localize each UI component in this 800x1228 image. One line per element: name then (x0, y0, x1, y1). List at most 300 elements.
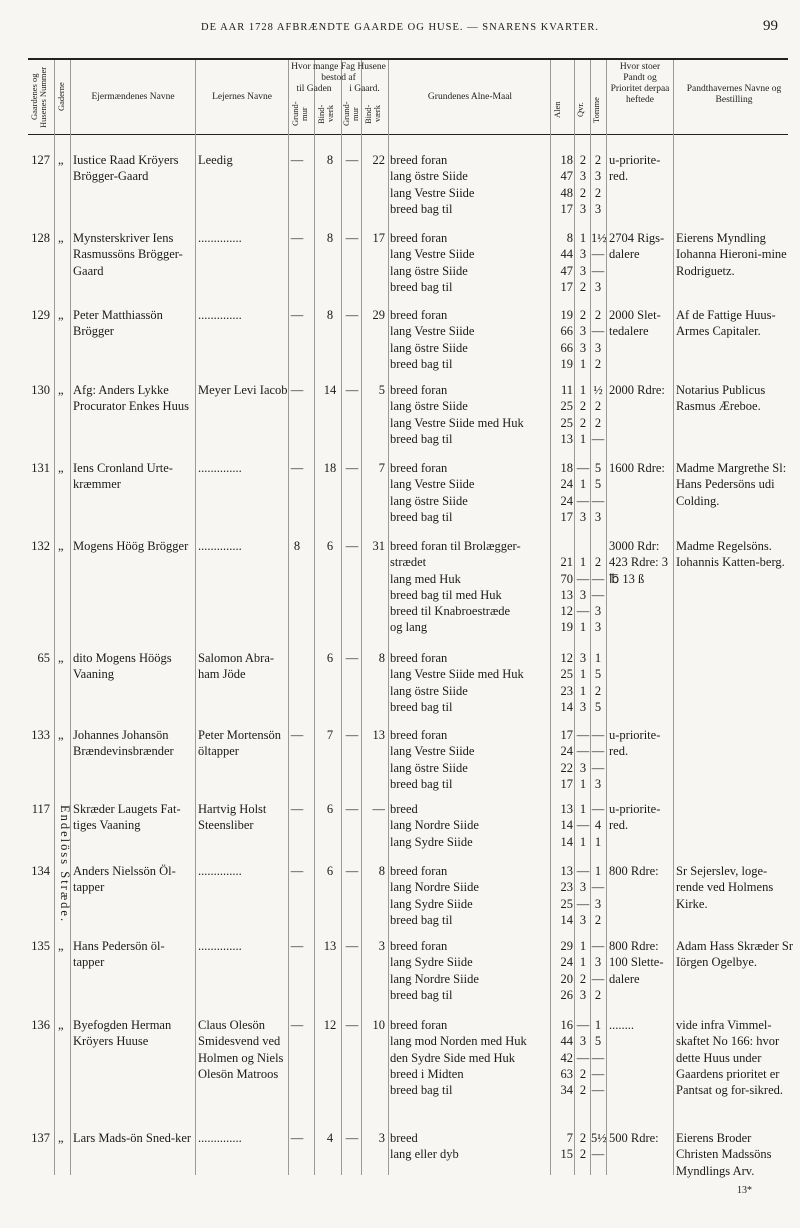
measure-descriptions (390, 1017, 550, 1098)
fag-yard-bindvaerk: 31 (372, 539, 385, 553)
entry-number: 137 (31, 1131, 50, 1145)
measure-tomme-value: 2 (594, 683, 602, 698)
col-header-measure: Grundenes Alne-Maal (427, 92, 513, 102)
col-header-qvarter: Qvr. (575, 102, 585, 118)
fag-street-bindvaerk: 8 (326, 231, 334, 245)
fag-street-grundmur: — (290, 939, 304, 953)
mortgage-amount: ........ (609, 1018, 634, 1032)
measure-qvarter-value: 3 (579, 1034, 587, 1049)
measure-tomme-value: ½ (593, 383, 603, 397)
owner-name: Afg: Anders Lykke Procurator Enkes Huus (73, 383, 189, 414)
measure-qvarter-value: 3 (579, 247, 587, 262)
measure-alen-value: 44 (560, 1034, 573, 1049)
measure-qvarter-value: — (576, 493, 590, 508)
owner-name: Iens Cronland Urte-kræmmer (73, 461, 173, 492)
measure-qvarter (576, 230, 590, 295)
owner-name: Skræder Laugets Fat-tiges Vaaning (73, 802, 181, 833)
measure-tomme (591, 1130, 605, 1163)
measure-qvarter (576, 538, 590, 636)
mortgage-amount: 3000 Rdr: 423 Rdre: 3 ℔ 13 ß (609, 539, 669, 586)
measure-label: breed foran (390, 939, 448, 953)
col-header-street: Gaderne (56, 82, 66, 112)
measure-qvarter-value: 1 (579, 620, 587, 635)
tenant-name: .............. (198, 231, 242, 245)
measure-alen-value: 11 (560, 383, 573, 397)
measure-qvarter-value: 1 (579, 667, 587, 682)
mortgage-holder: Eierens Myndling Iohanna Hieroni-mine Rodriguetz. (676, 231, 787, 278)
measure-label: breed foran (390, 308, 448, 322)
fag-street-bindvaerk: 12 (323, 1018, 337, 1032)
measure-qvarter (576, 382, 590, 447)
fag-street-grundmur: 8 (293, 539, 301, 553)
measure-label: lang Sydre Siide (390, 896, 473, 911)
measure-qvarter-value: 1 (579, 356, 587, 371)
fag-yard-bindvaerk: 3 (378, 1131, 385, 1145)
fag-street-grundmur: — (290, 231, 304, 245)
measure-qvarter-value: — (576, 818, 590, 833)
owner-name: Mynsterskriver Iens Rasmussöns Brögger-Gaard (73, 231, 183, 278)
measure-label: den Sydre Side med Huk (390, 1050, 515, 1065)
measure-descriptions (390, 152, 550, 217)
measure-alen-value: 8 (566, 231, 573, 245)
col-rule (606, 60, 607, 1175)
measure-descriptions (390, 307, 550, 372)
measure-tomme-value: 2 (594, 555, 602, 570)
tenant-name: .............. (198, 539, 242, 553)
measure-qvarter-value: 2 (579, 153, 587, 167)
col-header-bindvaerk-2: Bind-værk (363, 104, 382, 124)
measure-tomme-value: 1 (594, 1018, 602, 1032)
measure-label: lang Vestre Siide med Huk (390, 415, 524, 430)
street-ditto-mark: „ (58, 383, 64, 397)
col-rule (673, 60, 674, 1175)
measure-alen-value: 66 (560, 340, 573, 355)
measure-tomme (591, 727, 605, 792)
measure-alen-value: 29 (560, 939, 573, 953)
measure-alen (551, 938, 573, 1003)
measure-alen-value (551, 538, 573, 554)
measure-tomme-value: 1 (594, 834, 602, 849)
measure-qvarter-value: 2 (579, 1131, 587, 1145)
measure-qvarter-value: 2 (579, 399, 587, 414)
measure-qvarter-value: 2 (579, 1083, 587, 1098)
measure-alen-value: 42 (560, 1050, 573, 1065)
owner-name: Iustice Raad Kröyers Brögger-Gaard (73, 153, 179, 184)
mortgage-amount: 2000 Slet-tedalere (609, 308, 661, 339)
measure-label: breed foran (390, 1018, 448, 1032)
measure-label: breed foran (390, 461, 448, 475)
measure-alen-value: 23 (560, 683, 573, 698)
fag-yard-grundmur: — (345, 802, 359, 816)
col-header-fag-group: Hvor mange Fag Husene bestod af (291, 62, 386, 83)
measure-alen-value: 17 (560, 728, 573, 742)
mortgage-amount: 1600 Rdre: (609, 461, 665, 475)
street-ditto-mark: „ (58, 539, 64, 553)
measure-tomme-value: 5½ (591, 1131, 607, 1145)
measure-tomme-value: — (591, 247, 605, 262)
measure-label: lang Vestre Siide med Huk (390, 667, 524, 682)
fag-street-bindvaerk: 7 (326, 728, 334, 742)
measure-tomme-value: 2 (594, 153, 602, 167)
fag-street-grundmur: — (290, 728, 304, 742)
measure-qvarter-value: 2 (579, 1066, 587, 1081)
measure-label: breed foran (390, 153, 448, 167)
entry-number: 134 (31, 864, 50, 878)
col-header-tenant: Lejernes Navne (212, 92, 272, 102)
measure-alen-value: 14 (560, 912, 573, 927)
fag-street-bindvaerk: 13 (323, 939, 337, 953)
mortgage-amount: u-priorite-red. (609, 153, 661, 184)
measure-tomme-value: — (591, 728, 605, 742)
measure-tomme-value: 3 (594, 201, 602, 216)
fag-street-bindvaerk: 8 (326, 153, 334, 167)
measure-alen-value: 18 (560, 153, 573, 167)
measure-tomme-value: — (591, 263, 605, 278)
fag-street-bindvaerk: 6 (326, 864, 334, 878)
measure-label: lang med Huk (390, 571, 461, 586)
measure-tomme-value: 2 (594, 912, 602, 927)
measure-qvarter-value: 3 (579, 324, 587, 339)
measure-alen-value: 16 (560, 1018, 573, 1032)
measure-label: lang östre Siide (390, 263, 468, 278)
measure-alen-value: 63 (560, 1066, 573, 1081)
header-top-rule (28, 58, 788, 60)
measure-qvarter (576, 801, 590, 850)
measure-alen-value: 21 (560, 555, 573, 570)
measure-label: breed bag til (390, 356, 453, 371)
measure-qvarter-value: 3 (579, 651, 587, 665)
tenant-name: .............. (198, 1131, 242, 1145)
measure-qvarter-value: — (576, 1050, 590, 1065)
measure-qvarter-value: — (576, 744, 590, 759)
measure-label: breed foran (390, 651, 448, 665)
measure-qvarter-value: 3 (579, 760, 587, 775)
fag-yard-grundmur: — (345, 864, 359, 878)
measure-qvarter-value: 3 (579, 263, 587, 278)
page-number: 99 (763, 18, 778, 34)
measure-alen-value: 17 (560, 776, 573, 791)
measure-alen-value: 20 (560, 971, 573, 986)
street-ditto-mark: „ (58, 728, 64, 742)
mortgage-amount: 800 Rdre: 100 Slette-dalere (609, 939, 664, 986)
measure-label: breed foran (390, 728, 448, 742)
measure-qvarter-value: 2 (579, 1147, 587, 1162)
measure-label: lang östre Siide (390, 760, 468, 775)
measure-label: breed bag til (390, 201, 453, 216)
col-header-til-gaden: til Gaden (296, 84, 332, 94)
measure-label: breed bag til (390, 699, 453, 714)
measure-qvarter-value: 3 (579, 509, 587, 524)
measure-label: breed bag til (390, 1083, 453, 1098)
measure-alen-value: 13 (560, 802, 573, 816)
measure-descriptions (390, 382, 550, 447)
measure-tomme (591, 152, 605, 217)
measure-qvarter-value: 3 (579, 169, 587, 184)
street-ditto-mark: „ (58, 308, 64, 322)
fag-street-grundmur: — (290, 1018, 304, 1032)
measure-tomme-value: 5 (594, 667, 602, 682)
mortgage-holder: Af de Fattige Huus-Armes Capitaler. (676, 308, 776, 339)
footer-signature: 13* (737, 1185, 752, 1196)
tenant-name: Leedig (198, 153, 233, 167)
fag-street-bindvaerk: 18 (323, 461, 337, 475)
measure-label: breed bag til (390, 431, 453, 446)
measure-tomme-value: 3 (594, 340, 602, 355)
col-header-grundmur: Grund-mur (290, 101, 309, 127)
fag-yard-grundmur: — (345, 651, 359, 665)
fag-street-bindvaerk: 6 (326, 802, 334, 816)
measure-label: lang Sydre Siide (390, 955, 473, 970)
owner-name: dito Mogens Höögs Vaaning (73, 651, 172, 682)
measure-label: breed foran (390, 231, 448, 245)
measure-descriptions (390, 938, 550, 1003)
measure-alen-value: 22 (560, 760, 573, 775)
street-ditto-mark: „ (58, 231, 64, 245)
col-header-tomme: Tomme (591, 97, 601, 123)
measure-qvarter-value: 3 (579, 340, 587, 355)
measure-label: breed foran (390, 383, 448, 397)
fag-yard-bindvaerk: 3 (378, 939, 385, 953)
measure-alen (551, 801, 573, 850)
measure-label: breed bag til (390, 279, 453, 294)
measure-alen (551, 538, 573, 636)
measure-alen (551, 382, 573, 447)
measure-label: lang Nordre Siide (390, 818, 479, 833)
measure-label: lang östre Siide (390, 683, 468, 698)
street-label: Endelöss Stræde. (58, 805, 72, 924)
measure-label: strædet (390, 555, 427, 570)
fag-street-grundmur: — (290, 461, 304, 475)
fag-yard-bindvaerk: 7 (378, 461, 385, 475)
col-header-i-gaard: i Gaard. (349, 84, 380, 94)
measure-tomme-value: — (591, 760, 605, 775)
fag-yard-bindvaerk: 8 (378, 651, 385, 665)
fag-yard-grundmur: — (345, 231, 359, 245)
entry-number: 131 (31, 461, 50, 475)
measure-tomme-value: — (591, 493, 605, 508)
measure-descriptions (390, 801, 550, 850)
entry-number: 127 (31, 153, 50, 167)
measure-qvarter (576, 152, 590, 217)
measure-qvarter-value: 2 (579, 308, 587, 322)
measure-qvarter-value: — (576, 571, 590, 586)
measure-qvarter-value: 2 (579, 415, 587, 430)
measure-tomme-value: — (591, 1066, 605, 1081)
measure-label: lang Vestre Siide (390, 744, 475, 759)
measure-label: breed (390, 802, 418, 816)
measure-tomme (591, 938, 605, 1003)
measure-qvarter-value: 3 (579, 699, 587, 714)
measure-qvarter (576, 727, 590, 792)
measure-alen-value: 19 (560, 620, 573, 635)
fag-yard-grundmur: — (345, 728, 359, 742)
measure-alen (551, 230, 573, 295)
measure-alen-value: 48 (560, 185, 573, 200)
measure-label: lang Nordre Siide (390, 880, 479, 895)
measure-label: breed bag til (390, 776, 453, 791)
measure-alen-value: 7 (566, 1131, 573, 1145)
mortgage-holder: vide infra Vimmel-skaftet No 166: hvor dette Huus under Gaardens prioritet er Pantsat og for-sikred. (676, 1018, 784, 1098)
fag-street-bindvaerk: 6 (326, 539, 334, 553)
measure-qvarter-value: — (576, 604, 590, 619)
measure-label: lang Sydre Siide (390, 834, 473, 849)
entry-number: 130 (31, 383, 50, 397)
owner-name: Mogens Höög Brögger (73, 539, 189, 553)
fag-yard-grundmur: — (345, 1131, 359, 1145)
measure-alen-value: 24 (560, 477, 573, 492)
measure-qvarter (576, 1130, 590, 1163)
measure-tomme (591, 307, 605, 372)
measure-qvarter-value: 3 (579, 880, 587, 895)
entry-number: 129 (31, 308, 50, 322)
measure-tomme-value: 3 (594, 604, 602, 619)
measure-tomme-value: 3 (594, 955, 602, 970)
measure-tomme-value: 2 (594, 415, 602, 430)
fag-yard-grundmur: — (345, 939, 359, 953)
measure-qvarter (576, 1017, 590, 1098)
measure-alen-value: 26 (560, 987, 573, 1002)
mortgage-holder: Adam Hass Skræder Sr Iörgen Ogelbye. (676, 939, 794, 970)
street-ditto-mark: „ (58, 153, 64, 167)
measure-alen-value: 25 (560, 415, 573, 430)
owner-name: Johannes Johansön Brændevinsbrænder (73, 728, 174, 759)
owner-name: Peter Matthiassön Brögger (73, 308, 163, 339)
measure-alen (551, 863, 573, 928)
fag-street-grundmur: — (290, 383, 304, 397)
measure-alen-value: 19 (560, 356, 573, 371)
measure-label: lang Vestre Siide (390, 477, 475, 492)
fag-yard-grundmur: — (345, 383, 359, 397)
fag-street-grundmur: — (290, 1131, 304, 1145)
measure-tomme-value: 1½ (591, 231, 607, 245)
fag-yard-grundmur: — (345, 153, 359, 167)
entry-number: 133 (31, 728, 50, 742)
mortgage-amount: 2000 Rdre: (609, 383, 665, 397)
fag-yard-grundmur: — (345, 308, 359, 322)
street-ditto-mark: „ (58, 939, 64, 953)
header-bottom-rule (28, 134, 788, 135)
mortgage-holder: Madme Regelsöns. Iohannis Katten-berg. (676, 539, 785, 570)
fag-yard-bindvaerk: 17 (372, 231, 385, 245)
owner-name: Lars Mads-ön Sned-ker (73, 1131, 192, 1145)
measure-descriptions (390, 650, 550, 715)
mortgage-amount: 500 Rdre: (609, 1131, 659, 1145)
fag-street-grundmur: — (290, 153, 304, 167)
measure-label: breed bag til (390, 912, 453, 927)
measure-label: lang Vestre Siide (390, 324, 475, 339)
measure-tomme (591, 460, 605, 525)
fag-street-grundmur: — (290, 802, 304, 816)
measure-descriptions (390, 538, 550, 636)
measure-qvarter (576, 307, 590, 372)
measure-tomme-value: 3 (594, 776, 602, 791)
measure-tomme-value: — (591, 587, 605, 602)
entry-number: 65 (37, 651, 50, 665)
measure-qvarter-value: 1 (579, 834, 587, 849)
measure-tomme-value: 2 (594, 185, 602, 200)
col-header-grundmur-2: Grund-mur (341, 101, 360, 127)
measure-alen-value: 13 (560, 431, 573, 446)
measure-label: lang Vestre Siide (390, 247, 475, 262)
measure-tomme (591, 1017, 605, 1098)
measure-qvarter-value: 2 (579, 971, 587, 986)
measure-qvarter-value: 1 (579, 383, 587, 397)
tenant-name: .............. (198, 864, 242, 878)
measure-tomme-value: — (591, 802, 605, 816)
measure-alen (551, 727, 573, 792)
measure-label: og lang (390, 620, 428, 635)
measure-tomme-value: 2 (594, 987, 602, 1002)
street-ditto-mark: „ (58, 461, 64, 475)
col-header-number: Gaardenes og Husenes Nummer (29, 66, 48, 128)
col-header-holder: Pandthavernes Navne og Bestilling (686, 84, 782, 105)
measure-tomme (591, 538, 605, 636)
measure-alen-value: 14 (560, 818, 573, 833)
measure-label: breed bag til (390, 509, 453, 524)
measure-descriptions (390, 230, 550, 295)
measure-alen-value: 24 (560, 955, 573, 970)
measure-label: lang östre Siide (390, 169, 468, 184)
mortgage-holder: Madme Margrethe Sl: Hans Pedersöns udi Colding. (676, 461, 787, 508)
measure-tomme-value: — (591, 971, 605, 986)
measure-label: lang Nordre Siide (390, 971, 479, 986)
mortgage-amount: u-priorite-red. (609, 728, 661, 759)
measure-tomme-value: 3 (594, 169, 602, 184)
measure-tomme-value: — (591, 744, 605, 759)
col-rule (574, 60, 575, 1175)
measure-qvarter-value (576, 538, 590, 554)
measure-alen (551, 1130, 573, 1163)
measure-label: lang mod Norden med Huk (390, 1034, 527, 1049)
measure-qvarter-value: 3 (579, 987, 587, 1002)
entry-number: 132 (31, 539, 50, 553)
measure-alen-value: 25 (560, 399, 573, 414)
measure-tomme (591, 382, 605, 447)
fag-yard-bindvaerk: 29 (372, 308, 385, 322)
tenant-name: Meyer Levi Iacob (198, 383, 288, 397)
measure-label: lang östre Siide (390, 493, 468, 508)
measure-label: breed i Midten (390, 1066, 464, 1081)
col-rule (388, 60, 389, 1175)
col-header-owner: Ejermændenes Navne (91, 92, 175, 102)
measure-label: breed foran til Brolægger- (390, 539, 521, 553)
measure-alen-value: 14 (560, 834, 573, 849)
measure-alen (551, 650, 573, 715)
measure-alen-value: 19 (560, 308, 573, 322)
street-ditto-mark: „ (58, 651, 64, 665)
measure-qvarter (576, 938, 590, 1003)
measure-tomme (591, 863, 605, 928)
entry-number: 128 (31, 231, 50, 245)
fag-street-bindvaerk: 6 (326, 651, 334, 665)
measure-tomme-value: 3 (594, 620, 602, 635)
col-rule (314, 60, 315, 1175)
measure-tomme (591, 650, 605, 715)
measure-tomme-value: — (591, 1147, 605, 1162)
col-header-bindvaerk: Bind-værk (316, 104, 335, 124)
measure-alen-value: 17 (560, 509, 573, 524)
street-ditto-mark: „ (58, 1131, 64, 1145)
measure-label: breed bag til (390, 987, 453, 1002)
measure-alen (551, 307, 573, 372)
measure-label: breed bag til med Huk (390, 587, 502, 602)
measure-tomme-value (591, 538, 605, 554)
measure-qvarter-value: 2 (579, 279, 587, 294)
mortgage-amount: 800 Rdre: (609, 864, 659, 878)
measure-alen-value: 12 (560, 651, 573, 665)
owner-name: Anders Nielssön Öl-tapper (73, 864, 176, 895)
measure-tomme (591, 801, 605, 850)
